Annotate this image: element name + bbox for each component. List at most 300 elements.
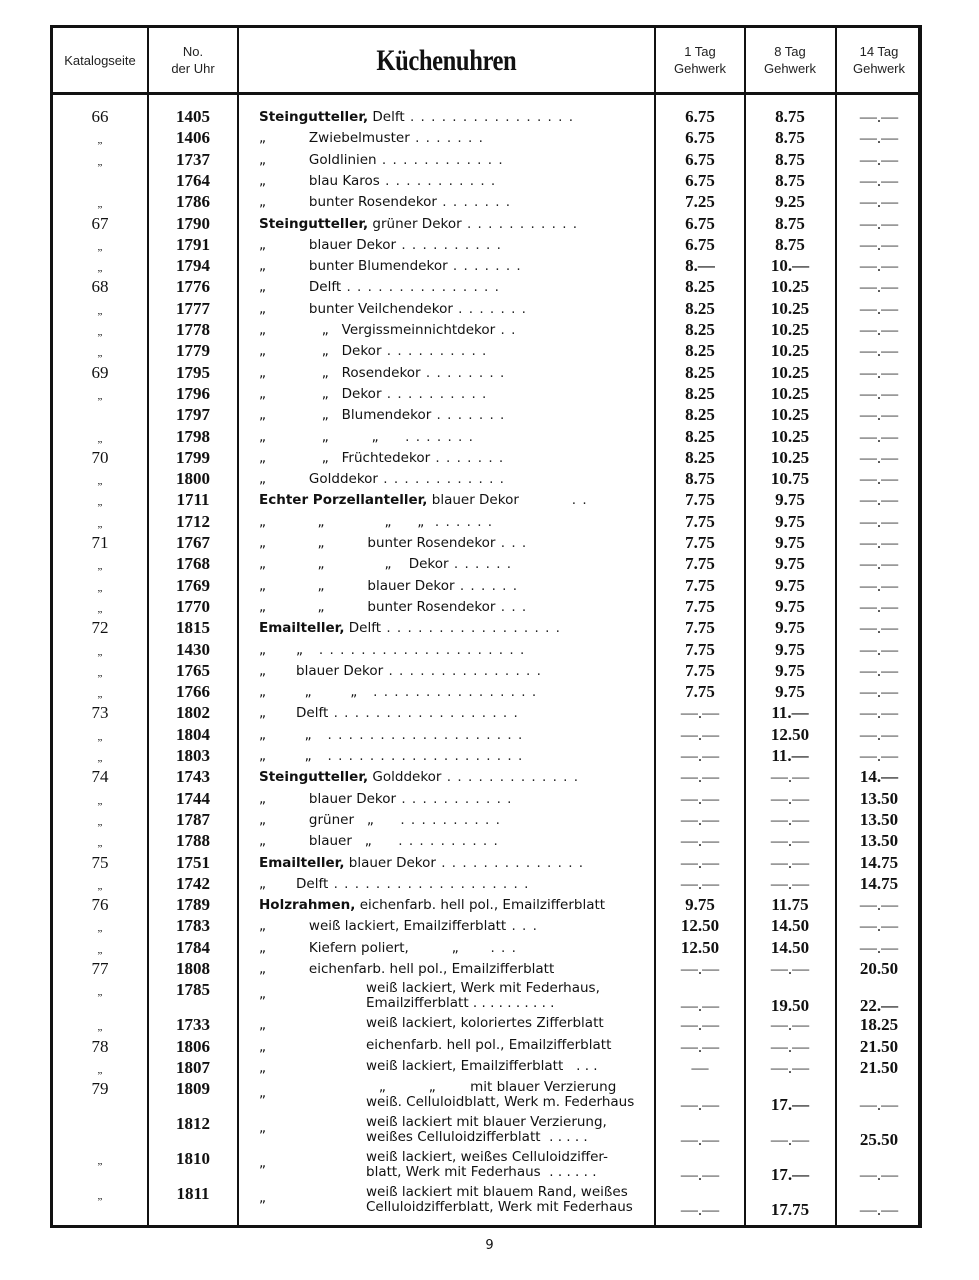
price-14-day: —.— xyxy=(859,213,899,233)
price-1-day: 7.75 xyxy=(685,490,715,510)
leader-dots: . . . . . . . . . . . . . . . xyxy=(341,279,500,296)
description-category: Steingutteller, xyxy=(259,769,369,786)
price-8-day: 17.— xyxy=(770,1095,810,1115)
clock-number-cell: 1785 xyxy=(176,980,210,1000)
catalog-page-cell: 66 xyxy=(91,107,109,126)
description-text: grüner Dekor xyxy=(368,215,462,232)
clock-number-cell: 1791 xyxy=(176,234,210,254)
table-row xyxy=(53,768,918,789)
price-1-day: —.— xyxy=(680,1036,720,1056)
leader-dots: . . . xyxy=(495,535,528,551)
leader-dots: . . . . . . . xyxy=(431,407,506,424)
clock-number-cell: 1796 xyxy=(176,383,210,403)
description-line: weiß lackiert mit blauer Verzierung, xyxy=(366,1115,607,1131)
price-8-day: 19.50 xyxy=(770,996,810,1016)
clock-number-cell: 1808 xyxy=(176,959,210,978)
table-row xyxy=(53,790,918,811)
table-row xyxy=(53,875,918,896)
ditto-mark: „ xyxy=(259,1017,266,1034)
catalog-page-cell: 74 xyxy=(91,767,109,787)
price-1-day: —.— xyxy=(680,996,720,1016)
description-cell xyxy=(259,790,649,809)
catalog-page-cell: „ xyxy=(97,326,103,338)
clock-number-cell: 1800 xyxy=(176,469,210,489)
ditto-mark: „ xyxy=(259,1190,266,1207)
catalog-page-cell: „ xyxy=(97,496,103,509)
price-14-day: —.— xyxy=(859,426,899,446)
price-8-day: 14.50 xyxy=(770,937,810,957)
price-1-day: —.— xyxy=(680,767,720,787)
price-14-day: —.— xyxy=(859,895,899,915)
price-1-day: 12.50 xyxy=(680,916,720,936)
price-14-day: —.— xyxy=(859,533,899,552)
catalog-page-cell: 75 xyxy=(91,852,109,872)
catalog-page-cell: 68 xyxy=(91,277,109,297)
leader-dots: . . . . . . . . . . . . . . . . . . . xyxy=(311,748,524,764)
description-text: „ „ xyxy=(259,726,312,743)
clock-number-cell: 1797 xyxy=(176,405,210,425)
table-row xyxy=(53,321,918,342)
price-1-day: —.— xyxy=(680,959,720,978)
header-label: 1 Tag xyxy=(684,44,716,59)
table-row xyxy=(53,683,918,704)
table-row xyxy=(53,491,918,512)
description-cell xyxy=(259,129,649,148)
header-label: Gehwerk xyxy=(763,61,817,76)
description-cell xyxy=(366,1016,651,1031)
table-row xyxy=(53,278,918,299)
clock-number-cell: 1799 xyxy=(176,447,210,467)
price-14-day: —.— xyxy=(859,192,899,212)
ditto-mark: „ xyxy=(259,1120,266,1137)
description-text: „ „ xyxy=(259,748,312,764)
price-1-day: 8.75 xyxy=(685,469,715,489)
price-8-day: 9.75 xyxy=(775,554,805,574)
description-cell xyxy=(259,342,649,361)
price-14-day: 13.50 xyxy=(859,831,899,851)
header-label: No. xyxy=(182,44,204,59)
leader-dots: . . . . . . . xyxy=(447,258,522,275)
description-text: Delft xyxy=(344,620,382,637)
description-text: Golddekor xyxy=(368,769,442,786)
table-row xyxy=(53,641,918,662)
description-cell xyxy=(366,981,651,1011)
description-line: weiß lackiert, weißes Celluloidziffer- xyxy=(366,1150,608,1166)
description-cell xyxy=(259,151,649,170)
catalog-page-cell: „ xyxy=(97,262,103,275)
catalog-page-cell: „ xyxy=(97,837,103,850)
leader-dots: . . . . . . . . . . . . . . xyxy=(435,854,585,871)
price-8-day: 10.25 xyxy=(770,426,810,446)
price-1-day: —.— xyxy=(680,1130,720,1150)
header-label: 8 Tag xyxy=(774,44,806,59)
catalog-page-cell: „ xyxy=(97,815,103,828)
price-8-day: —.— xyxy=(770,1036,810,1056)
table-row xyxy=(53,108,918,129)
price-8-day: 8.75 xyxy=(775,170,805,190)
leader-dots: . . . . . . . . . . xyxy=(381,343,488,360)
table-row xyxy=(53,172,918,193)
leader-dots: . . . . . . . . . . . . xyxy=(376,151,504,168)
description-line: blatt, Werk mit Federhaus . . . . . . xyxy=(366,1164,597,1181)
table-row xyxy=(53,1059,918,1080)
price-1-day: —.— xyxy=(680,852,720,872)
table-row xyxy=(53,917,918,938)
price-14-day: —.— xyxy=(859,511,899,531)
description-line: weiß lackiert mit blauem Rand, weißes xyxy=(366,1185,628,1201)
price-14-day: 14.75 xyxy=(859,852,899,872)
catalog-page-cell: „ xyxy=(97,1021,103,1034)
page-title: Küchenuhren xyxy=(376,43,517,77)
price-14-day: —.— xyxy=(859,362,899,382)
description-cell xyxy=(259,428,649,447)
description-cell xyxy=(259,747,649,766)
clock-number-cell: 1770 xyxy=(176,596,210,616)
clock-number-cell: 1744 xyxy=(176,788,210,808)
price-8-day: —.— xyxy=(770,831,810,851)
description-cell xyxy=(259,193,649,212)
price-8-day: —.— xyxy=(770,1130,810,1150)
header-label: Katalogseite xyxy=(64,52,136,68)
description-line: Emailzifferblatt . . . . . . . . . . xyxy=(366,995,555,1012)
price-8-day: 10.— xyxy=(770,256,810,276)
description-text: „ bunter Blumendekor xyxy=(259,258,448,275)
catalog-page-cell: „ xyxy=(97,752,103,764)
price-1-day: 7.75 xyxy=(685,533,715,552)
description-cell xyxy=(259,577,649,596)
price-14-day: —.— xyxy=(859,490,899,510)
price-14-day: —.— xyxy=(859,320,899,339)
description-cell xyxy=(259,683,649,702)
catalog-page-cell: „ xyxy=(97,432,103,445)
description-cell xyxy=(259,960,649,979)
price-8-day: —.— xyxy=(770,873,810,893)
description-cell xyxy=(259,300,649,319)
description-cell xyxy=(259,491,649,510)
catalog-page-cell: „ xyxy=(97,198,103,211)
clock-number-cell: 1712 xyxy=(176,511,210,531)
clock-number-cell: 1765 xyxy=(176,660,210,680)
catalog-page-cell: „ xyxy=(97,581,103,594)
price-1-day: 8.25 xyxy=(685,341,715,361)
price-8-day: 10.25 xyxy=(770,362,810,382)
price-1-day: —.— xyxy=(680,1095,720,1115)
description-cell xyxy=(259,406,649,425)
price-8-day: 8.75 xyxy=(775,128,805,148)
price-14-day: —.— xyxy=(859,256,899,276)
header-label: der Uhr xyxy=(171,61,215,76)
clock-number-cell: 1809 xyxy=(176,1079,210,1099)
price-8-day: 10.25 xyxy=(770,341,810,361)
clock-number-cell: 1777 xyxy=(176,298,210,318)
table-row xyxy=(53,1038,918,1059)
price-1-day: — xyxy=(691,1057,709,1077)
price-1-day: 6.75 xyxy=(685,234,715,254)
table-row xyxy=(53,662,918,683)
ditto-mark: „ xyxy=(259,1038,266,1055)
table-row xyxy=(53,385,918,406)
description-category: Steingutteller, xyxy=(259,215,369,232)
description-cell xyxy=(259,854,649,873)
ditto-mark: „ xyxy=(259,1155,266,1172)
price-14-day: —.— xyxy=(859,234,899,254)
description-text: „ Zwiebelmuster xyxy=(259,130,410,147)
catalog-page-cell: „ xyxy=(97,645,103,658)
description-cell xyxy=(259,619,649,638)
description-cell xyxy=(259,257,649,276)
ditto-mark: „ xyxy=(259,986,266,1003)
description-text: „ „ „ Dekor xyxy=(259,556,449,573)
price-1-day: 8.25 xyxy=(685,362,715,382)
description-category: Holzrahmen, xyxy=(259,897,356,914)
table-row xyxy=(53,151,918,172)
description-cell xyxy=(259,939,649,958)
price-14-day: 14.— xyxy=(859,767,899,787)
price-1-day: 8.25 xyxy=(685,405,715,425)
clock-number-cell: 1711 xyxy=(176,490,210,510)
price-1-day: 12.50 xyxy=(680,937,720,957)
description-cell xyxy=(259,662,649,681)
price-14-day: 20.50 xyxy=(859,959,899,978)
leader-dots: . . . . . . xyxy=(424,513,494,530)
leader-dots: . . . . . . . xyxy=(452,300,527,317)
description-text: „ „ bunter Rosendekor xyxy=(259,535,496,551)
leader-dots: . . . . . . . . . . xyxy=(373,811,501,828)
price-1-day: —.— xyxy=(680,746,720,765)
price-14-day: —.— xyxy=(859,682,899,702)
table-row xyxy=(53,555,918,576)
catalog-page-cell: „ xyxy=(97,1063,103,1076)
price-14-day: —.— xyxy=(859,639,899,659)
price-8-day: 9.75 xyxy=(775,618,805,638)
price-14-day: 13.50 xyxy=(859,788,899,808)
price-1-day: 8.25 xyxy=(685,447,715,467)
description-category: Steingutteller, xyxy=(259,109,369,125)
leader-dots: . . . . . . . . . . . . . xyxy=(441,769,580,786)
price-8-day: 11.— xyxy=(771,703,809,723)
table-row xyxy=(53,577,918,598)
catalog-page-cell: „ xyxy=(97,730,103,743)
clock-number-cell: 1769 xyxy=(176,575,210,595)
price-14-day: —.— xyxy=(859,703,899,723)
leader-dots: . . . . . . . . . . . xyxy=(379,172,497,189)
price-8-day: —.— xyxy=(770,852,810,872)
description-cell xyxy=(259,278,649,297)
description-text: eichenfarb. hell pol., Emailzifferblatt xyxy=(355,897,606,914)
price-1-day: —.— xyxy=(680,703,720,723)
table-row xyxy=(53,534,918,555)
table-row xyxy=(53,215,918,236)
description-cell xyxy=(259,534,649,553)
catalog-page-cell: „ xyxy=(97,517,103,530)
description-text: „ Golddekor xyxy=(259,471,378,488)
clock-number-cell: 1767 xyxy=(176,533,210,552)
catalog-page-cell: 79 xyxy=(91,1079,109,1099)
price-14-day: 13.50 xyxy=(859,809,899,829)
leader-dots: . . . . . . . . . . . . . . . . . . xyxy=(328,705,519,722)
header-8-day xyxy=(746,28,834,92)
leader-dots: . . . xyxy=(506,918,538,935)
header-title xyxy=(239,28,654,92)
price-8-day: 14.50 xyxy=(770,916,810,936)
clock-number-cell: 1784 xyxy=(176,937,210,957)
clock-number-cell: 1406 xyxy=(176,128,210,148)
table-row xyxy=(53,854,918,875)
leader-dots: . . . . . . xyxy=(448,556,513,573)
table-row xyxy=(53,236,918,257)
price-14-day: 18.25 xyxy=(859,1015,899,1035)
description-cell xyxy=(259,598,649,617)
catalog-page-cell: 73 xyxy=(91,703,109,723)
price-8-day: 9.75 xyxy=(775,682,805,702)
leader-dots: . . . . . . xyxy=(454,577,519,594)
table-row xyxy=(53,811,918,832)
page-number: 9 xyxy=(485,1238,494,1253)
price-table xyxy=(50,25,922,1228)
catalog-page-cell: „ xyxy=(97,922,103,935)
price-8-day: 12.50 xyxy=(770,724,810,744)
description-text: „ „ „ xyxy=(259,684,358,701)
catalog-page-cell: „ xyxy=(97,879,103,892)
description-text: „ bunter Veilchendekor xyxy=(259,300,453,317)
description-text: „ Kiefern poliert, „ xyxy=(259,939,459,956)
leader-dots: . . . . . . . . . . . xyxy=(396,790,513,807)
clock-number-cell: 1806 xyxy=(176,1036,210,1056)
table-row xyxy=(53,619,918,640)
price-1-day: —.— xyxy=(680,1200,720,1220)
header-catalog-page xyxy=(53,28,147,92)
description-cell xyxy=(366,1185,651,1215)
leader-dots: . . . . . . . . . . . . . . . . xyxy=(404,109,575,125)
price-14-day: —.— xyxy=(859,596,899,616)
leader-dots: . . . . . . . . xyxy=(420,364,506,381)
description-cell xyxy=(259,321,649,340)
description-cell xyxy=(259,641,649,660)
price-14-day: —.— xyxy=(859,128,899,148)
table-row xyxy=(53,598,918,619)
description-text: „ grüner „ xyxy=(259,811,374,828)
clock-number-cell: 1812 xyxy=(176,1114,210,1134)
clock-number-cell: 1807 xyxy=(176,1057,210,1077)
description-cell xyxy=(366,1080,651,1110)
description-text: „ Delft xyxy=(259,875,329,892)
catalog-page-cell: „ xyxy=(97,1190,103,1203)
price-14-day: —.— xyxy=(859,916,899,936)
description-cell xyxy=(259,172,649,191)
catalog-page-cell: „ xyxy=(97,688,103,701)
price-14-day: —.— xyxy=(859,1200,899,1220)
price-14-day: —.— xyxy=(859,277,899,297)
clock-number-cell: 1778 xyxy=(176,320,210,339)
clock-number-cell: 1810 xyxy=(176,1149,210,1169)
price-1-day: 7.75 xyxy=(685,618,715,638)
price-14-day: 25.50 xyxy=(859,1130,899,1150)
catalog-page-cell: „ xyxy=(97,602,103,615)
table-row xyxy=(53,726,918,747)
description-line: weiß. Celluloidblatt, Werk m. Federhaus xyxy=(366,1094,635,1111)
price-8-day: 10.25 xyxy=(770,320,810,339)
catalog-page-cell: 70 xyxy=(91,447,109,467)
price-8-day: 9.75 xyxy=(775,533,805,552)
table-row xyxy=(53,832,918,853)
table-row xyxy=(53,129,918,150)
price-14-day: —.— xyxy=(859,383,899,403)
price-1-day: 7.75 xyxy=(685,596,715,616)
price-1-day: 6.75 xyxy=(685,213,715,233)
table-row xyxy=(53,1115,918,1150)
price-1-day: 6.75 xyxy=(685,149,715,169)
description-cell xyxy=(259,875,649,894)
description-cell xyxy=(259,704,649,723)
catalog-page-cell: 77 xyxy=(91,959,109,978)
price-1-day: —.— xyxy=(680,1165,720,1185)
leader-dots: . . . . . . . . . . xyxy=(381,385,488,402)
catalog-page-cell: „ xyxy=(97,304,103,317)
price-8-day: —.— xyxy=(770,1057,810,1077)
table-row xyxy=(53,1016,918,1037)
price-8-day: —.— xyxy=(770,767,810,787)
price-8-day: 17.— xyxy=(770,1165,810,1185)
price-1-day: —.— xyxy=(680,809,720,829)
clock-number-cell: 1795 xyxy=(176,362,210,382)
clock-number-cell: 1733 xyxy=(176,1015,210,1035)
description-line: weißes Celluloidzifferblatt . . . . . xyxy=(366,1129,588,1146)
clock-number-cell: 1786 xyxy=(176,192,210,212)
description-text: „ blauer Dekor xyxy=(259,662,384,679)
price-1-day: —.— xyxy=(680,873,720,893)
table-row xyxy=(53,704,918,725)
catalog-page-cell: „ xyxy=(97,347,103,360)
header-clock-number xyxy=(149,28,237,92)
table-row xyxy=(53,428,918,449)
catalog-page-cell: „ xyxy=(97,986,103,999)
price-8-day: 9.75 xyxy=(775,639,805,659)
description-cell xyxy=(259,513,649,532)
catalog-page-cell: 78 xyxy=(91,1036,109,1056)
price-14-day: —.— xyxy=(859,724,899,744)
catalog-page-cell: „ xyxy=(97,560,103,573)
price-8-day: 11.— xyxy=(771,746,809,765)
ditto-mark: „ xyxy=(259,1059,266,1076)
leader-dots: . . . . . . . . . . . . . . . . xyxy=(357,684,538,701)
header-divider xyxy=(53,92,918,95)
table-row xyxy=(53,342,918,363)
catalog-page-cell: 76 xyxy=(91,895,109,915)
price-14-day: —.— xyxy=(859,341,899,361)
description-cell xyxy=(259,364,649,383)
leader-dots: . . . xyxy=(495,598,528,615)
description-cell xyxy=(259,236,649,255)
price-14-day: —.— xyxy=(859,937,899,957)
table-row xyxy=(53,364,918,385)
description-cell xyxy=(259,555,649,574)
catalog-page-cell: 67 xyxy=(91,213,109,233)
description-text: „ eichenfarb. hell pol., Emailzifferblatt xyxy=(259,961,555,977)
catalog-page-cell: „ xyxy=(97,475,103,488)
table-row xyxy=(53,300,918,321)
description-category: Emailteller, xyxy=(259,854,345,871)
description-category: Echter Porzellanteller, xyxy=(259,492,428,509)
description-cell xyxy=(366,1115,651,1145)
price-14-day: —.— xyxy=(859,1165,899,1185)
clock-number-cell: 1776 xyxy=(176,277,210,297)
price-14-day: 22.— xyxy=(859,996,899,1016)
price-1-day: 9.75 xyxy=(685,895,715,915)
catalog-page-cell: „ xyxy=(97,794,103,807)
price-8-day: 9.75 xyxy=(775,490,805,510)
table-row xyxy=(53,449,918,470)
table-row xyxy=(53,939,918,960)
